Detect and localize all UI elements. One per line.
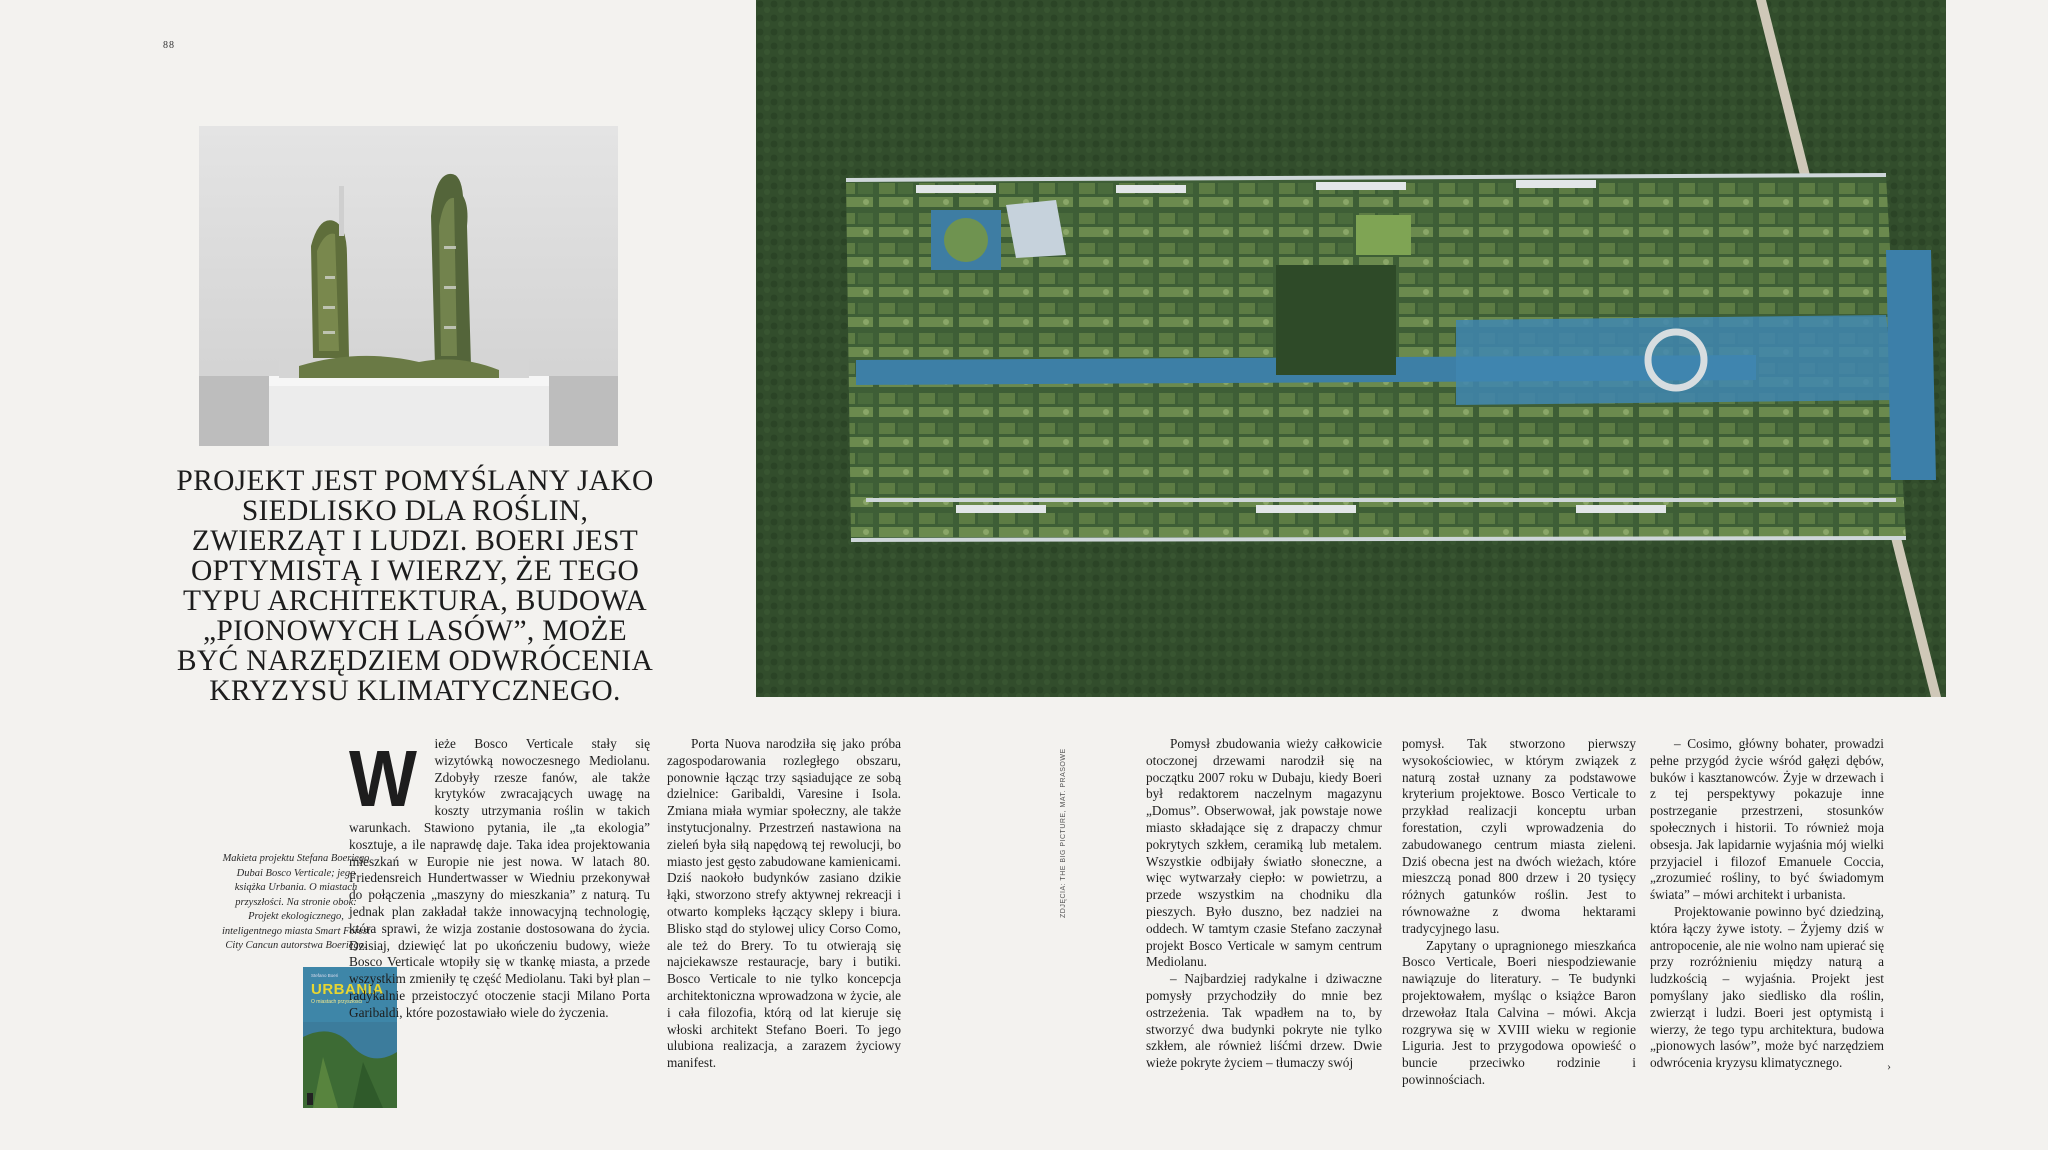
article-paragraph: – Najbardziej radykalne i dziwaczne pomysły przychodziły do mnie bez ostrzeżenia. Tak wpadłem na to, by stworzyć dwa budynki pokryte nie tylko szkłem, ale również liśćmi drzew. Dwie wieże pokryte życiem – tłumaczy swój xyxy=(1146,971,1382,1071)
article-paragraph: ieże Bosco Verticale stały się wizytówką nowoczesnego Mediolanu. Zdobyły rzesze fanów, ale także krytyków zwracających uwagę na koszty utrzymania roślin w takich warunkach. Stawiono pytania, ile „ta ekologia” kosztuje, a ile naprawdę daje. Taka idea projektowania mieszkań w Europie nie jest nowa. W latach 80. Friedensreich Hundertwasser w Wiedniu przekonywał do połączenia „maszyny do mieszkania” z naturą. Tu jednak plan zakładał także innowacyjną technologię, która sprawi, że wizja zostanie dostosowana do życia. Dzisiaj, dziewięć lat po ukończeniu budowy, wieże Bosco Verticale wtopiły się w tkankę miasta, a przede wszystkim zmieniły tę część Mediolanu. Taki był plan – radykalnie przeistoczyć otoczenie stacji Milano Porta Garibaldi, które pozostawiało wiele do życzenia. xyxy=(349,736,650,1020)
photo-caption: Makieta projektu Stefana Boeriego Dubai Bosco Verticale; jego książka Urbania. O miastach przyszłości. Na stronie obok: Projekt ekologicznego, inteligentnego miasta Smart Forest City Cancun autorstwa Boeriego. xyxy=(221,853,371,951)
pull-quote: PROJEKT JEST POMYŚLANY JAKO SIEDLISKO DLA ROŚLIN, ZWIERZĄT I LUDZI. BOERI JEST OPTYMISTĄ I WIERZY, ŻE TEGO TYPU ARCHITEKTURA, BUDOWA „PIONOWYCH LASÓW”, MOŻE BYĆ NARZĘDZIEM ODWRÓCENIA KRYZYSU KLIMATYCZNEGO. xyxy=(176,465,654,707)
model-photo xyxy=(199,126,618,446)
page-number: 88 xyxy=(163,40,175,51)
article-paragraph: Porta Nuova narodziła się jako próba zagospodarowania rozległego obszaru, ponownie łącząc trzy sąsiadujące ze sobą dzielnice: Garibaldi, Varesine i Isola. Zmiana miała wymiar społeczny, ale także instytucjonalny. Przestrzeń nastawiona na zieleń była siłą napędową tej rewolucji, bo miasto jest gęsto zabudowane kamienicami. Dziś naokoło budynków zasiano dzikie łąki, stworzono strefy aktywnej rekreacji i otwarto kompleks łączący sklepy i biura. Blisko stąd do stylowej ulicy Corso Como, ale też do Brery. To tu otwierają się najciekawsze restauracje, bary i butiki. Bosco Verticale to nie tylko koncepcja architektoniczna wprowadzona w życie, ale i cała filozofia, którą od lat kieruje się włoski architekt Stefano Boeri. To jego ulubiona realizacja, a zarazem życiowy manifest. xyxy=(667,736,901,1071)
article-column-3 xyxy=(1146,736,1382,1072)
article-column-1 xyxy=(349,736,650,1022)
book-title: URBANIA xyxy=(311,981,384,998)
article-column-5 xyxy=(1650,736,1884,1072)
book-author: Stefano Boeri xyxy=(311,973,339,978)
photo-credit: ZDJĘCIA: THE BIG PICTURE, MAT. PRASOWE xyxy=(1060,748,1067,918)
article-paragraph: pomysł. Tak stworzono pierwszy wysokościowiec, w którym związek z naturą został uznany za podstawowe kryterium projektowe. Bosco Verticale to przykład realizacji konceptu urban forestation, czyli wprowadzenia do zabudowanego centrum miasta zieleni. Dziś obecna jest na dwóch wieżach, które mieszczą ponad 800 drzew i 20 tysięcy różnych gatunków roślin. Jest to równoważne z dwoma hektarami tradycyjnego lasu. xyxy=(1402,736,1636,936)
article-paragraph: – Cosimo, główny bohater, prowadzi pełne przygód życie wśród gałęzi dębów, buków i kasztanowców. Żyje w drzewach i z tej perspektywy pokazuje inne postrzeganie przestrzeni, stosunków społecznych i historii. To również moja obsesja. Jak lapidarnie wyjaśnia mój wielki przyjaciel i filozof Emanuele Coccia, „zrozumieć rośliny, to być świadomym świata” – mówi architekt i urbanista. xyxy=(1650,736,1884,903)
aerial-city-photo xyxy=(756,0,1946,697)
book-subtitle: O miastach przyszłości xyxy=(311,999,363,1005)
article-column-4 xyxy=(1402,736,1636,1089)
drop-cap: W xyxy=(349,734,417,823)
end-mark: › xyxy=(1887,1059,1891,1073)
article-column-2 xyxy=(667,736,901,1072)
article-paragraph: Pomysł zbudowania wieży całkowicie otoczonej drzewami narodził się na początku 2007 roku w Dubaju, kiedy Boeri był redaktorem naczelnym magazynu „Domus”. Obserwował, jak powstaje nowe miasto składające się z drapaczy chmur pokrytych szkłem, ceramiką lub metalem. Wszystkie odbijały światło słoneczne, a więc wytwarzały ciepło: w powietrzu, a przede wszystkim na chodniku dla pieszych. Było duszno, bez nadziei na oddech. W tamtym czasie Stefano zaczynał projekt Bosco Verticale w samym centrum Mediolanu. xyxy=(1146,736,1382,970)
article-paragraph: Projektowanie powinno być dziedziną, która łączy żywe istoty. – Żyjemy dziś w antropocenie, ale nie wolno nam upierać się przy rozróżnieniu między naturą a ludzkością – wyjaśnia. Projekt jest pomyślany jako siedlisko dla roślin, zwierząt i ludzi. Boeri jest optymistą i wierzy, że tego typu architektura, budowa „pionowych lasów”, może być narzędziem odwrócenia kryzysu klimatycznego. xyxy=(1650,903,1884,1071)
article-paragraph: Zapytany o upragnionego mieszkańca Bosco Verticale, Boeri niespodziewanie nawiązuje do literatury. – Te budynki projektowałem, myśląc o książce Baron drzewołaz Itala Calvina – mówi. Akcja rozgrywa się w XVIII wieku w regionie Liguria. Jest to przygodowa opowieść o buncie przeciwko rodzinie i powinnościach. xyxy=(1402,937,1636,1087)
